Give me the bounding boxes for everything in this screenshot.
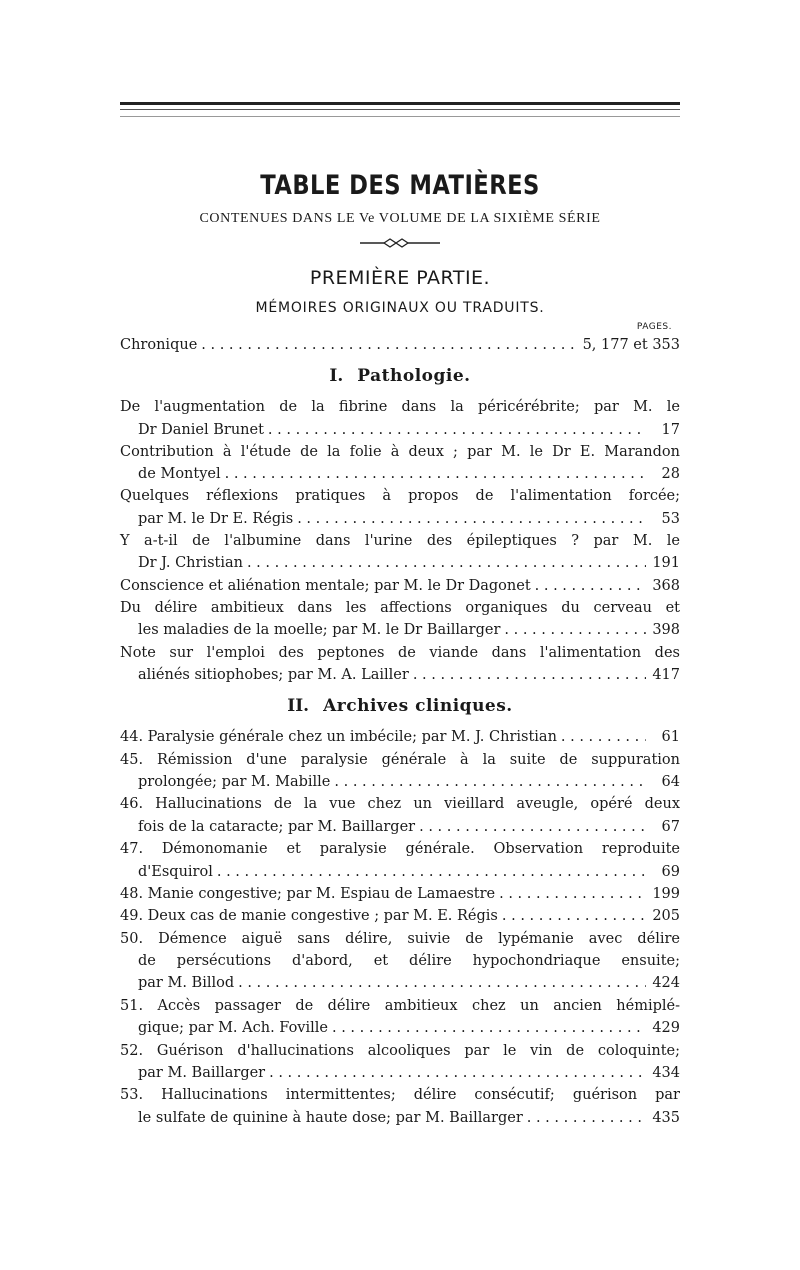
table-of-contents — [120, 334, 680, 1129]
toc-entry-page: 368 — [652, 577, 680, 594]
toc-entry-last-line[interactable] — [120, 1107, 680, 1129]
toc-entry-line[interactable]: De l'augmentation de la fibrine dans la péricérébrite; par M. le — [120, 399, 680, 416]
toc-entry-text: prolongée; par M. Mabille — [138, 773, 331, 790]
toc-entry-last-line[interactable] — [120, 508, 680, 530]
toc-entry-text: par M. le Dr E. Régis — [138, 510, 294, 527]
dot-leader — [213, 861, 646, 883]
toc-entry-page: 5, 177 et 353 — [582, 337, 680, 353]
toc-entry-page: 53 — [661, 510, 680, 527]
toc-entry-page: 435 — [652, 1109, 680, 1126]
toc-entry-line[interactable]: Du délire ambitieux dans les affections organiques du cerveau et — [120, 599, 680, 616]
toc-entry-line[interactable]: de persécutions d'abord, et délire hypochondriaque ensuite; — [138, 953, 680, 970]
toc-entry-page: 67 — [661, 818, 680, 835]
toc-entry-line[interactable]: Contribution à l'étude de la folie à deux ; par M. le Dr E. Marandon — [120, 443, 680, 460]
toc-entry-last-line[interactable] — [120, 575, 680, 597]
toc-entry-last-line[interactable] — [120, 463, 680, 485]
toc-entry-page: 424 — [652, 975, 680, 992]
toc-entry-last-line[interactable] — [120, 1062, 680, 1084]
toc-entry-line[interactable]: 45. Rémission d'une paralysie générale à la suite de suppuration — [120, 751, 680, 768]
toc-entry-line[interactable]: 47. Démonomanie et paralysie générale. Observation reproduite — [120, 841, 680, 858]
dot-leader — [221, 463, 646, 485]
toc-entry-last-line[interactable] — [120, 1017, 680, 1039]
dot-leader — [265, 1062, 646, 1084]
toc-entry-text: 49. Deux cas de manie congestive ; par M. E. Régis — [120, 908, 498, 925]
toc-entry-page: 28 — [661, 466, 680, 483]
toc-entry-page: 417 — [652, 666, 680, 683]
toc-entry-text: Dr Daniel Brunet — [138, 421, 264, 438]
toc-entry-last-line[interactable] — [120, 664, 680, 686]
toc-entry-last-line[interactable] — [120, 861, 680, 883]
dot-leader — [415, 816, 646, 838]
toc-entry-text: d'Esquirol — [138, 863, 213, 880]
part-subtitle: MÉMOIRES ORIGINAUX OU TRADUITS. — [255, 300, 545, 316]
dot-leader — [531, 575, 646, 597]
toc-entry-line[interactable]: 50. Démence aiguë sans délire, suivie de lypémanie avec délire — [120, 930, 680, 947]
toc-entry-text: Chronique — [120, 337, 198, 353]
toc-entry-page: 429 — [652, 1020, 680, 1037]
dot-leader — [264, 419, 646, 441]
toc-entry-last-line[interactable] — [120, 972, 680, 994]
dot-leader — [495, 883, 646, 905]
toc-entry-text: par M. Billod — [138, 975, 235, 992]
toc-entry-page: 205 — [652, 908, 680, 925]
part-title: PREMIÈRE PARTIE. — [309, 267, 491, 289]
dot-leader — [197, 334, 576, 356]
toc-entry-line[interactable]: 46. Hallucinations de la vue chez un vieillard aveugle, opéré deux — [120, 796, 680, 813]
toc-entry-page: 61 — [661, 729, 680, 746]
dot-leader — [500, 619, 646, 641]
section-name: Pathologie. — [357, 366, 471, 387]
toc-entry-page: 434 — [652, 1065, 680, 1082]
toc-entry-last-line[interactable] — [120, 419, 680, 441]
pages-column-label: PAGES. — [636, 322, 672, 332]
dot-leader — [293, 508, 646, 530]
toc-entry-page: 398 — [652, 622, 680, 639]
dot-leader — [330, 771, 646, 793]
toc-entry-line[interactable]: Y a-t-il de l'albumine dans l'urine des épileptiques ? par M. le — [120, 533, 680, 550]
toc-entry-last-line[interactable] — [120, 552, 680, 574]
dot-leader — [328, 1017, 646, 1039]
toc-entry-text: de Montyel — [138, 466, 221, 483]
toc-entry-text: 48. Manie congestive; par M. Espiau de Lamaestre — [120, 885, 496, 902]
top-rules — [120, 102, 680, 117]
toc-entry-last-line[interactable] — [120, 726, 680, 748]
dot-leader — [234, 972, 646, 994]
dot-leader — [523, 1107, 646, 1129]
section-number: I. — [329, 366, 344, 387]
section-heading — [120, 356, 680, 396]
section-heading — [120, 686, 680, 726]
toc-entry-text: le sulfate de quinine à haute dose; par M. Baillarger — [138, 1109, 523, 1126]
toc-entry-last-line[interactable] — [120, 619, 680, 641]
dot-leader — [498, 905, 646, 927]
toc-entry-text: 44. Paralysie générale chez un imbécile; par M. J. Christian — [120, 729, 557, 746]
toc-entry-text: par M. Baillarger — [138, 1065, 266, 1082]
ornament-divider — [360, 236, 440, 250]
toc-entry-page: 199 — [652, 885, 680, 902]
toc-entry-last-line[interactable] — [120, 816, 680, 838]
section-name: Archives cliniques. — [323, 696, 513, 717]
toc-entry-last-line[interactable] — [120, 905, 680, 927]
toc-entry-line[interactable]: 53. Hallucinations intermittentes; délire consécutif; guérison par — [120, 1087, 680, 1104]
toc-entry-line[interactable]: Quelques réflexions pratiques à propos de l'alimentation forcée; — [120, 488, 680, 505]
section-number: II. — [287, 696, 310, 717]
toc-entry-line[interactable]: Note sur l'emploi des peptones de viande dans l'alimentation des — [120, 644, 680, 661]
page-title: TABLE DES MATIÈRES — [260, 170, 540, 201]
toc-entry-text: Dr J. Christian — [138, 555, 243, 572]
page-subtitle: CONTENUES DANS LE Ve VOLUME DE LA SIXIÈME SÉRIE — [199, 211, 601, 226]
toc-entry-text: aliénés sitiophobes; par M. A. Lailler — [138, 666, 409, 683]
dot-leader — [409, 664, 646, 686]
toc-entry-line[interactable]: 52. Guérison d'hallucinations alcooliques par le vin de coloquinte; — [120, 1042, 680, 1059]
toc-entry-text: Conscience et aliénation mentale; par M. le Dr Dagonet — [120, 577, 531, 594]
dot-leader — [243, 552, 646, 574]
toc-entry-page: 17 — [661, 421, 680, 438]
toc-entry-page: 191 — [652, 555, 680, 572]
toc-entry-text: fois de la cataracte; par M. Baillarger — [138, 818, 416, 835]
toc-entry-chronique[interactable] — [120, 334, 680, 356]
toc-entry-page: 64 — [661, 773, 680, 790]
toc-entry-text: les maladies de la moelle; par M. le Dr Baillarger — [138, 622, 501, 639]
toc-entry-last-line[interactable] — [120, 883, 680, 905]
toc-entry-line[interactable]: 51. Accès passager de délire ambitieux chez un ancien hémiplé- — [120, 997, 680, 1014]
toc-entry-text: gique; par M. Ach. Foville — [138, 1020, 328, 1037]
toc-entry-page: 69 — [661, 863, 680, 880]
toc-entry-last-line[interactable] — [120, 771, 680, 793]
dot-leader — [557, 726, 646, 748]
